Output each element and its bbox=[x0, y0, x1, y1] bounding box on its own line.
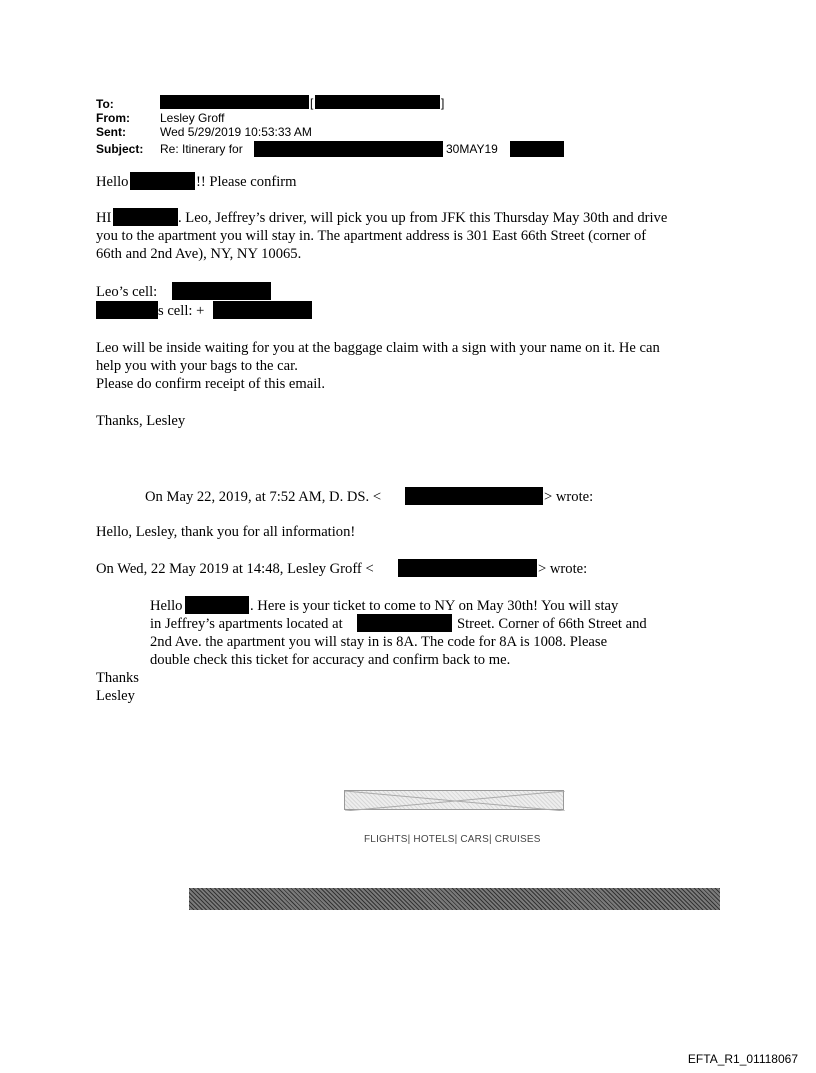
redaction-block bbox=[213, 301, 312, 319]
para2-line1: Leo will be inside waiting for you at the baggage claim with a sign with your name on it. He can bbox=[96, 340, 660, 356]
redaction-block bbox=[96, 301, 158, 319]
subject-prefix: Re: Itinerary for bbox=[160, 142, 243, 156]
redaction-block bbox=[315, 95, 440, 109]
quote2-header-suffix: > wrote: bbox=[538, 561, 588, 577]
quote1-header-prefix: On May 22, 2019, at 7:52 AM, D. DS. < bbox=[145, 489, 382, 505]
quote1-body: Hello, Lesley, thank you for all information! bbox=[96, 524, 356, 540]
broken-image-icon bbox=[345, 791, 565, 811]
redaction-block bbox=[113, 208, 178, 226]
greeting-suffix: !! Please confirm bbox=[196, 174, 297, 190]
inner-line1-prefix: Hello bbox=[150, 598, 183, 614]
to-bracket-open: [ bbox=[310, 96, 314, 110]
inner-line1-suffix: . Here is your ticket to come to NY on May 30th! You will stay bbox=[250, 598, 619, 614]
para1-line3: 66th and 2nd Ave), NY, NY 10065. bbox=[96, 246, 302, 262]
quote1-header-suffix: > wrote: bbox=[544, 489, 594, 505]
greeting-prefix: Hello bbox=[96, 174, 129, 190]
leo-cell-label: Leo’s cell: bbox=[96, 284, 158, 300]
subject-label: Subject: bbox=[96, 142, 144, 156]
redaction-block bbox=[510, 141, 564, 157]
subject-date: 30MAY19 bbox=[446, 142, 498, 156]
redaction-block bbox=[160, 95, 309, 109]
inner-line4: double check this ticket for accuracy and confirm back to me. bbox=[150, 652, 511, 668]
signoff: Thanks, Lesley bbox=[96, 413, 186, 429]
inner-line2-suffix: Street. Corner of 66th Street and bbox=[457, 616, 647, 632]
redaction-block bbox=[357, 614, 452, 632]
footer-image-bar bbox=[189, 888, 720, 910]
para2-line2: help you with your bags to the car. bbox=[96, 358, 298, 374]
sent-label: Sent: bbox=[96, 125, 126, 139]
sender-name: Lesley bbox=[96, 688, 135, 704]
inner-line2-prefix: in Jeffrey’s apartments located at bbox=[150, 616, 343, 632]
redaction-block bbox=[185, 596, 249, 614]
redaction-block bbox=[405, 487, 543, 505]
other-cell-label: s cell: + bbox=[158, 303, 205, 319]
to-bracket-close: ] bbox=[441, 96, 445, 110]
document-id: EFTA_R1_01118067 bbox=[687, 1052, 798, 1066]
quote2-header-prefix: On Wed, 22 May 2019 at 14:48, Lesley Groff < bbox=[96, 561, 374, 577]
sent-value: Wed 5/29/2019 10:53:33 AM bbox=[160, 125, 312, 139]
para2-line3: Please do confirm receipt of this email. bbox=[96, 376, 325, 392]
banner-image bbox=[344, 790, 564, 810]
redaction-block bbox=[172, 282, 271, 300]
redaction-block bbox=[398, 559, 537, 577]
thanks: Thanks bbox=[96, 670, 139, 686]
redaction-block bbox=[130, 172, 195, 190]
to-label: To: bbox=[96, 97, 114, 111]
para1-prefix: HI bbox=[96, 210, 112, 226]
para1-line1: . Leo, Jeffrey’s driver, will pick you up from JFK this Thursday May 30th and drive bbox=[178, 210, 668, 226]
redaction-block bbox=[254, 141, 443, 157]
from-label: From: bbox=[96, 111, 130, 125]
para1-line2: you to the apartment you will stay in. The apartment address is 301 East 66th Street (corner of bbox=[96, 228, 647, 244]
banner-links[interactable]: FLIGHTS| HOTELS| CARS| CRUISES bbox=[364, 834, 541, 845]
inner-line3: 2nd Ave. the apartment you will stay in is 8A. The code for 8A is 1008. Please bbox=[150, 634, 608, 650]
from-value: Lesley Groff bbox=[160, 111, 225, 125]
